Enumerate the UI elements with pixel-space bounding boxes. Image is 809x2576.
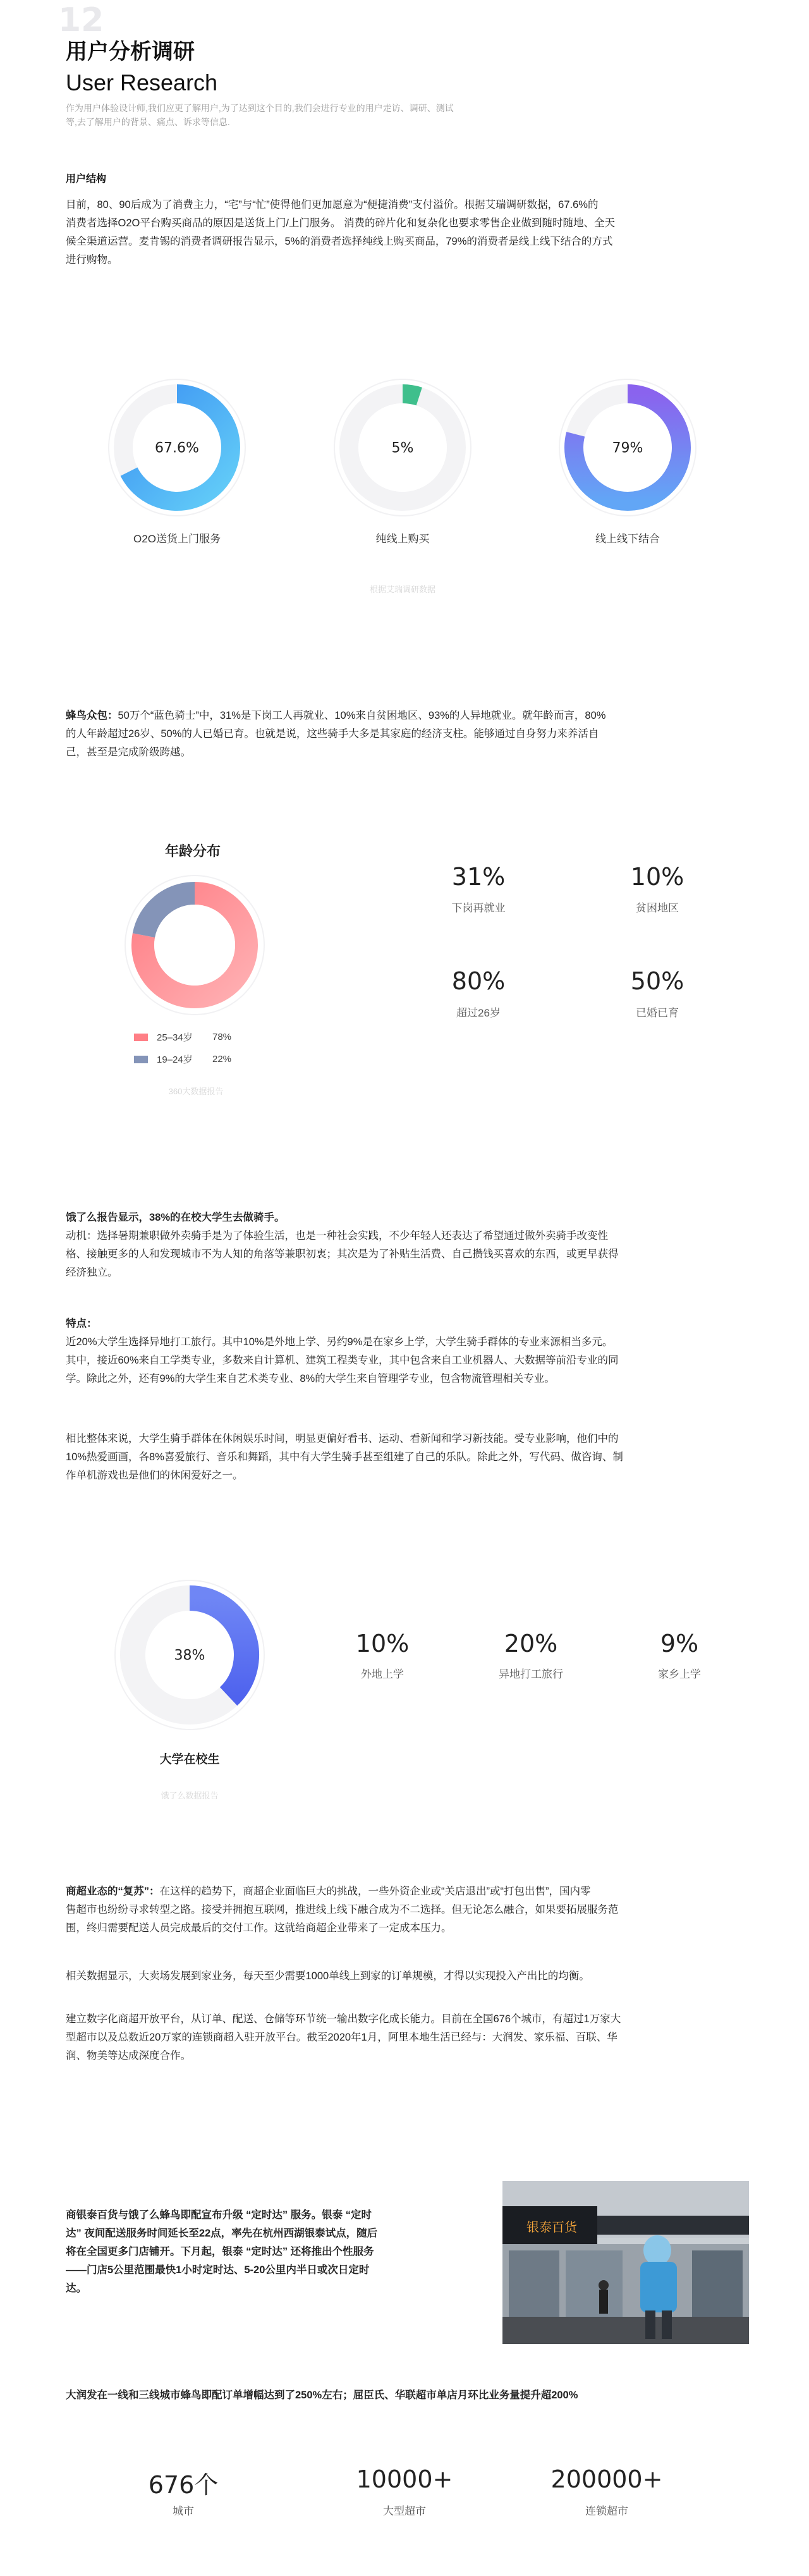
- para-line: 润、物美等达成深度合作。: [66, 2050, 191, 2061]
- store-photo-illustration: [502, 2181, 749, 2344]
- para-line: 将在全国更多门店铺开。下月起，银泰 “定时达” 还将推出个性服务: [66, 2246, 374, 2257]
- feature-paragraph: [66, 1315, 755, 1388]
- para-line: 型超市以及总数近20万家的连锁商超入驻开放平台。截至2020年1月，阿里本地生活已经与：大润发、家乐福、百联、华: [66, 2032, 617, 2043]
- page-title: 用户分析调研: [66, 40, 195, 64]
- donut-label: 线上线下结合: [595, 533, 660, 545]
- intro-text: [66, 101, 584, 129]
- store-sign: 银泰百货: [526, 2219, 577, 2235]
- para-line: 相比整体来说，大学生骑手群体在休闲娱乐时间，明显更偏好看书、运动、看新闻和学习新技能。受专业影响，他们中的: [66, 1433, 619, 1444]
- growth-highlight: 大润发在一线和三线城市蜂鸟即配订单增幅达到了250%左右；屈臣氏、华联超市单店月环比业务量提升超200%: [66, 2390, 578, 2401]
- stat-label: 连锁超市: [585, 2505, 628, 2517]
- stat-label: 外地上学: [361, 1668, 404, 1680]
- para-line: 10%热爱画画，各8%喜爱旅行、音乐和舞蹈，其中有大学生骑手甚至组建了自己的乐队。除此之外，写代码、做咨询、制: [66, 1451, 623, 1463]
- stat-number: 50%: [630, 967, 684, 995]
- stat-number: 676个: [148, 2471, 219, 2499]
- donut-label: O2O送货上门服务: [133, 533, 221, 545]
- para-line: 学。除此之外，还有9%的大学生来自艺术类专业、8%的大学生来自管理学专业，包含物流管理相关专业。: [66, 1373, 555, 1384]
- para-line: 达” 夜间配送服务时间延长至22点，率先在杭州西湖银泰试点，随后: [66, 2228, 378, 2239]
- hummingbird-paragraph: [66, 707, 755, 762]
- donut-center-value: 38%: [174, 1647, 205, 1664]
- section-number: 12: [58, 1, 104, 39]
- source-note: 饿了么数据报告: [161, 1791, 219, 1800]
- stat-number: 10%: [630, 863, 684, 891]
- section-headline: 饿了么报告显示，38%的在校大学生去做骑手。: [66, 1212, 285, 1223]
- para-line: 作单机游戏也是他们的休闲爱好之一。: [66, 1470, 243, 1481]
- para-line: 售超市也纷纷寻求转型之路。接受并拥抱互联网，推进线上线下融合成为不二选择。但无论怎么融合，如果要拓展服务范: [66, 1904, 619, 1915]
- para-line: 格、接触更多的人和发现城市不为人知的角落等兼职初衷；其次是为了补贴生活费、自己攒钱买喜欢的东西，或更早获得: [66, 1248, 619, 1260]
- consumer-donut-charts: [0, 367, 809, 556]
- para-line: 进行购物。: [66, 254, 118, 266]
- stat-label: 已婚已育: [636, 1007, 679, 1019]
- legend-item: [134, 1030, 279, 1044]
- para-line: 消费者选择O2O平台购买商品的原因是送货上门/上门服务。 消费的碎片化和复杂化也要求零售企业做到随时随地、全天: [66, 217, 616, 229]
- donut-label: 大学在校生: [159, 1753, 220, 1766]
- supermarket-paragraph: [66, 1883, 755, 1938]
- stat-label: 下岗再就业: [451, 902, 506, 914]
- stat-number: 20%: [504, 1630, 558, 1657]
- para-line: 己，甚至是完成阶级跨越。: [66, 747, 191, 758]
- stat-label: 家乡上学: [658, 1668, 701, 1680]
- source-note: 360大数据报告: [168, 1087, 224, 1096]
- feature-title: 特点：: [66, 1318, 97, 1329]
- stat-label: 超过26岁: [456, 1007, 501, 1019]
- para-line: 在这样的趋势下，商超企业面临巨大的挑战，一些外资企业或“关店退出”或“打包出售”，国内零: [159, 1886, 591, 1897]
- age-legend: [134, 1030, 279, 1066]
- stat-number: 9%: [660, 1630, 699, 1657]
- stat-number: 10000+: [356, 2465, 453, 2493]
- legend-label: 25–34岁: [157, 1032, 193, 1043]
- intro-line: 等,去了解用户的背景、痛点、诉求等信息.: [66, 117, 230, 127]
- platform-paragraph: [66, 2010, 755, 2065]
- donut-value-arc: [403, 394, 419, 396]
- stat-number: 31%: [451, 863, 506, 891]
- page-subtitle: User Research: [66, 70, 218, 95]
- store-photo: [502, 2181, 749, 2344]
- donut-center-value: 79%: [612, 440, 643, 456]
- stat-label: 异地打工旅行: [499, 1668, 563, 1680]
- donut-center-value: 67.6%: [155, 440, 199, 456]
- legend-value: 22%: [212, 1054, 232, 1065]
- para-line: 经济独立。: [66, 1267, 118, 1278]
- age-chart-title: 年龄分布: [164, 843, 221, 859]
- para-line: 达。: [66, 2283, 87, 2294]
- data-paragraph: 相关数据显示，大卖场发展到家业务，每天至少需要1000单线上到家的订单规模，才得以实现投入产出比的均衡。: [66, 1970, 590, 1982]
- para-line: 候全渠道运营。麦肯锡的消费者调研报告显示，5%的消费者选择纯线上购买商品，79%的消费者是线上线下结合的方式: [66, 236, 613, 247]
- student-rider-section: [66, 1209, 755, 1282]
- para-line: 商银泰百货与饿了么蜂鸟即配宣布升级 “定时达” 服务。银泰 “定时: [66, 2209, 372, 2221]
- intro-line: 作为用户体验设计师,我们应更了解用户,为了达到这个目的,我们会进行专业的用户走访、调研、测试: [66, 103, 454, 113]
- source-note: 根据艾瑞调研数据: [369, 585, 435, 594]
- legend-swatch: [134, 1056, 148, 1063]
- intime-paragraph: [66, 2206, 470, 2298]
- hobby-paragraph: [66, 1430, 755, 1485]
- age-distribution-donut: [114, 869, 278, 1021]
- para-line: 近20%大学生选择异地打工旅行。其中10%是外地上学、另约9%是在家乡上学，大学生骑手群体的专业来源相当多元。: [66, 1336, 613, 1348]
- para-line: 围，终归需要配送人员完成最后的交付工作。这就给商超企业带来了一定成本压力。: [66, 1922, 452, 1934]
- para-line: 50万个“蓝色骑士”中，31%是下岗工人再就业、10%来自贫困地区、93%的人异地就业。就年龄而言，80%: [118, 710, 606, 721]
- para-line: 目前，80、90后成为了消费主力，“宅”与“忙”使得他们更加愿意为“便捷消费”支付溢价。根据艾瑞调研数据，67.6%的: [66, 199, 599, 211]
- para-lead: 蜂鸟众包：: [66, 710, 118, 721]
- stat-label: 城市: [173, 2505, 194, 2517]
- stat-label: 贫困地区: [636, 902, 679, 914]
- student-donut-chart: [95, 1568, 284, 1745]
- para-line: 动机：选择暑期兼职做外卖骑手是为了体验生活，也是一种社会实践，不少年轻人还表达了希望通过做外卖骑手改变性: [66, 1230, 608, 1242]
- user-structure-paragraph: [66, 196, 755, 269]
- stat-label: 大型超市: [383, 2505, 426, 2517]
- legend-swatch: [134, 1034, 148, 1041]
- donut-hole: [154, 905, 235, 986]
- stat-number: 10%: [355, 1630, 410, 1657]
- para-line: ——门店5公里范围最快1小时定时达、5-20公里内半日或次日定时: [66, 2264, 370, 2276]
- donut-center-value: 5%: [391, 440, 414, 456]
- para-line: 建立数字化商超开放平台，从订单、配送、仓储等环节统一输出数字化成长能力。目前在全国676个城市，有超过1万家大: [66, 2013, 621, 2025]
- donut-label: 纯线上购买: [375, 533, 430, 545]
- para-line: 其中，接近60%来自工学类专业，多数来自计算机、建筑工程类专业，其中包含来自工业机器人、大数据等前沿专业的同: [66, 1355, 619, 1366]
- legend-item: [134, 1053, 279, 1066]
- para-lead: 商超业态的“复苏”：: [66, 1886, 160, 1897]
- legend-value: 78%: [212, 1032, 232, 1042]
- stat-number: 80%: [451, 967, 506, 995]
- para-line: 的人年龄超过26岁、50%的人已婚已育。也就是说，这些骑手大多是其家庭的经济支柱。能够通过自身努力来养活自: [66, 728, 599, 740]
- section-heading-user-structure: 用户结构: [66, 174, 107, 185]
- legend-label: 19–24岁: [157, 1054, 193, 1065]
- stat-number: 200000+: [550, 2465, 663, 2493]
